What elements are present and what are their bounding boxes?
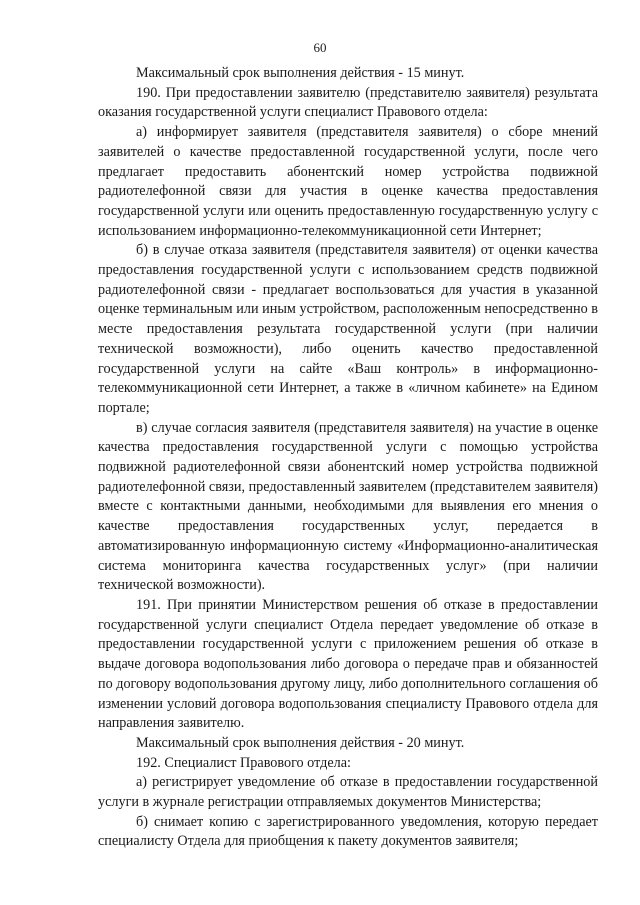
paragraph-192-a: а) регистрирует уведомление об отказе в предоставлении государственной услуги в журнале регистрации отправляемых документов Министерства; xyxy=(98,774,598,811)
paragraph-192-b: б) снимает копию с зарегистрированного уведомления, которую передает специалисту Отдела для приобщения к пакету документов заявителя; xyxy=(98,813,598,850)
paragraph-190-b: б) в случае отказа заявителя (представителя заявителя) от оценки качества предоставления государственной услуги с использованием средств подвижной радиотелефонной связи - предлагает воспользоваться для участия в указанной оценке терминальным или иным устройством, расположенным непосредственно в месте предоставления результата государственной услуги (при наличии технической возможности), либо оценить качество предоставленной государственной услуги на сайте «Ваш контроль» в информационно-телекоммуникационной сети Интернет, а также в «личном кабинете» на Едином портале; xyxy=(98,242,598,416)
paragraph-190-a: а) информирует заявителя (представителя заявителя) о сборе мнений заявителей о качестве предоставленной государственной услуги, после чего предлагает предоставить абонентский номер устройства подвижной радиотелефонной связи для участия в оценке качества предоставления государственной услуги или оценить предоставленную государственную услугу с использованием информационно-телекоммуникационной сети Интернет; xyxy=(98,124,598,239)
document-body xyxy=(98,64,598,852)
paragraph-190: 190. При предоставлении заявителю (представителю заявителя) результата оказания государственной услуги специалист Правового отдела: xyxy=(98,84,598,121)
paragraph-deadline-20: Максимальный срок выполнения действия - 20 минут. xyxy=(136,734,465,751)
paragraph-191: 191. При принятии Министерством решения об отказе в предоставлении государственной услуги специалист Отдела передает уведомление об отказе в предоставлении государственной услуги с приложением решения об отказе в выдаче договора водопользования либо договора о передаче прав и обязанностей по договору водопользования другому лицу, либо дополнительного соглашения об изменении условий договора водопользования специалисту Правового отдела для направления заявителю. xyxy=(98,596,598,732)
paragraph-deadline-15: Максимальный срок выполнения действия - 15 минут. xyxy=(136,65,465,81)
paragraph-190-v: в) случае согласия заявителя (представителя заявителя) на участие в оценке качества предоставления государственной услуги с помощью устройства подвижной радиотелефонной связи абонентский номер устройства подвижной радиотелефонной связи, предоставленный заявителем (представителем заявителя) вместе с контактными данными, необходимыми для выявления его мнения о качестве предоставления государственных услуг, передается в автоматизированную информационную систему «Информационно-аналитическая система мониторинга качества государственных услуг» (при наличии технической возможности). xyxy=(98,419,598,594)
paragraph-192: 192. Специалист Правового отдела: xyxy=(136,754,351,771)
page-number: 60 xyxy=(313,40,327,55)
